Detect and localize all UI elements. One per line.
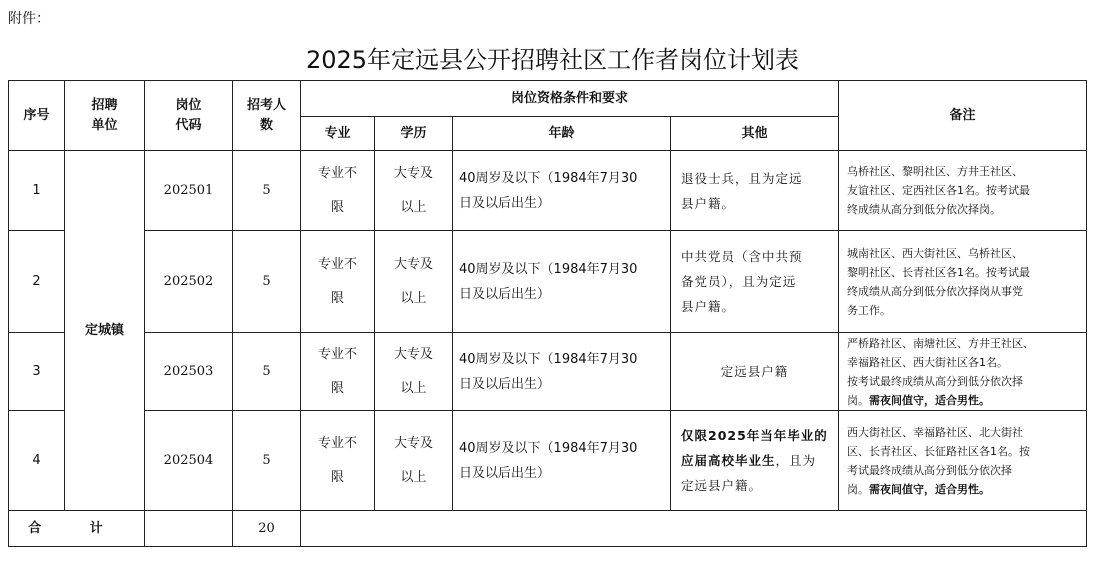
- major-line1: 专业不: [317, 256, 357, 272]
- header-seq: 序号: [9, 81, 65, 151]
- total-count: 20: [233, 511, 301, 547]
- other-line1: 定远县户籍: [720, 363, 789, 379]
- note-line4: 务工作。: [847, 303, 892, 317]
- edu-line1: 大专及: [393, 435, 433, 451]
- row-age: [453, 151, 671, 231]
- header-other: 其他: [671, 117, 839, 151]
- row-count: 5: [233, 151, 301, 231]
- edu-line2: 以上: [400, 380, 427, 396]
- header-age: 年龄: [453, 117, 671, 151]
- header-count-line1: 招考人: [246, 97, 286, 113]
- other-line3: 县户籍。: [681, 299, 736, 314]
- note-line1: 严桥路社区、南塘社区、方井王社区、: [847, 336, 1035, 350]
- row-code: 202501: [145, 151, 233, 231]
- row-other: [671, 411, 839, 511]
- row-major: [301, 231, 375, 333]
- major-line2: 限: [330, 199, 344, 215]
- recruitment-plan-table: [8, 80, 1087, 547]
- row-code: 202503: [145, 333, 233, 411]
- row-seq: 4: [9, 411, 65, 511]
- total-empty: [301, 511, 1087, 547]
- table-row: [9, 231, 1087, 333]
- note-line3: 终成绩从高分到低分依次择岗从事党: [847, 284, 1024, 298]
- attachment-label: 附件：: [8, 11, 50, 27]
- row-count: 5: [233, 231, 301, 333]
- note-line4-start: 岗。: [847, 482, 870, 496]
- note-line1: 乌桥社区、黎明社区、方井王社区、: [847, 165, 1024, 178]
- age-line2: 日及以后出生）: [459, 376, 551, 392]
- row-major: [301, 411, 375, 511]
- age-line1: 40周岁及以下（1984年7月30: [459, 440, 638, 456]
- other-line1: 中共党员（含中共预: [681, 249, 803, 264]
- table-row: [9, 333, 1087, 411]
- note-line4: [847, 480, 1082, 499]
- row-remarks: [839, 333, 1087, 411]
- row-count: 5: [233, 333, 301, 411]
- recruiting-unit: 定城镇: [65, 151, 145, 511]
- age-line1: 40周岁及以下（1984年7月30: [459, 170, 638, 186]
- row-remarks: [839, 411, 1087, 511]
- note-line2: 友谊社区、定西社区各1名。按考试最: [847, 184, 1031, 197]
- note-line3: 终成绩从高分到低分依次择岗。: [847, 203, 1002, 216]
- header-unit-line2: 单位: [91, 117, 118, 133]
- edu-line2: 以上: [400, 290, 427, 306]
- major-line1: 专业不: [317, 435, 357, 451]
- total-row: [9, 511, 1087, 547]
- note-line2: 黎明社区、长青社区各1名。按考试最: [847, 265, 1031, 279]
- note-line3: 按考试最终成绩从高分到低分依次择: [847, 374, 1024, 388]
- note-line2: 幸福路社区、西大街社区各1名。: [847, 355, 1009, 369]
- other-line2-end: ，且为: [775, 453, 817, 468]
- row-age: [453, 231, 671, 333]
- header-count: [233, 81, 301, 151]
- edu-line1: 大专及: [393, 256, 433, 272]
- other-line2: 县户籍。: [681, 195, 736, 211]
- major-line2: 限: [330, 380, 344, 396]
- night-duty-note: 需夜间值守，适合男性。: [869, 393, 991, 407]
- row-count: 5: [233, 411, 301, 511]
- header-unit: [65, 81, 145, 151]
- row-seq: 3: [9, 333, 65, 411]
- other-line3: 定远县户籍。: [681, 478, 763, 493]
- header-qualifications: 岗位资格条件和要求: [301, 81, 839, 117]
- note-line2: 区、长青社区、长征路社区各1名。按: [847, 444, 1031, 458]
- age-line2: 日及以后出生）: [459, 465, 551, 481]
- row-education: [375, 231, 453, 333]
- row-other: [671, 333, 839, 411]
- note-line1: 西大街社区、幸福路社区、北大街社: [847, 425, 1024, 439]
- other-line1: [681, 423, 832, 448]
- table-row: [9, 411, 1087, 511]
- row-education: [375, 151, 453, 231]
- note-line4: [847, 391, 1082, 410]
- row-major: [301, 151, 375, 231]
- fresh-graduate-label: 应届高校毕业生: [681, 453, 776, 468]
- row-code: 202502: [145, 231, 233, 333]
- row-major: [301, 333, 375, 411]
- header-count-line2: 数: [259, 117, 273, 133]
- edu-line2: 以上: [400, 469, 427, 485]
- row-age: [453, 333, 671, 411]
- age-line2: 日及以后出生）: [459, 195, 551, 211]
- edu-line2: 以上: [400, 199, 427, 215]
- row-remarks: [839, 231, 1087, 333]
- age-line1: 40周岁及以下（1984年7月30: [459, 351, 638, 367]
- edu-line1: 大专及: [393, 346, 433, 362]
- night-duty-note: 需夜间值守，适合男性。: [869, 482, 991, 496]
- graduate-requirement: 仅限2025年当年毕业的: [681, 428, 828, 443]
- header-education: 学历: [375, 117, 453, 151]
- age-line2: 日及以后出生）: [459, 286, 551, 302]
- header-code-line1: 岗位: [175, 97, 202, 113]
- row-code: 202504: [145, 411, 233, 511]
- row-education: [375, 411, 453, 511]
- major-line2: 限: [330, 290, 344, 306]
- header-code-line2: 代码: [175, 117, 202, 133]
- header-major: 专业: [301, 117, 375, 151]
- row-other: [671, 151, 839, 231]
- total-code-empty: [145, 511, 233, 547]
- total-label: 合 计: [9, 511, 145, 547]
- row-age: [453, 411, 671, 511]
- row-remarks: [839, 151, 1087, 231]
- row-other: [671, 231, 839, 333]
- row-seq: 1: [9, 151, 65, 231]
- other-line2: 备党员），且为定远: [681, 274, 797, 289]
- row-seq: 2: [9, 231, 65, 333]
- table-row: [9, 151, 1087, 231]
- header-unit-line1: 招聘: [91, 97, 118, 113]
- other-line2: [681, 448, 832, 473]
- edu-line1: 大专及: [393, 165, 433, 181]
- other-line1: 退役士兵，且为定远: [681, 170, 803, 186]
- major-line1: 专业不: [317, 346, 357, 362]
- major-line2: 限: [330, 469, 344, 485]
- note-line3: 考试最终成绩从高分到低分依次择: [847, 463, 1013, 477]
- note-line1: 城南社区、西大街社区、乌桥社区、: [847, 246, 1024, 260]
- row-education: [375, 333, 453, 411]
- header-code: [145, 81, 233, 151]
- document-title: 2025年定远县公开招聘社区工作者岗位计划表: [305, 46, 800, 74]
- note-line4-start: 岗。: [847, 393, 870, 407]
- major-line1: 专业不: [317, 165, 357, 181]
- header-remarks: 备注: [839, 81, 1087, 151]
- age-line1: 40周岁及以下（1984年7月30: [459, 261, 638, 277]
